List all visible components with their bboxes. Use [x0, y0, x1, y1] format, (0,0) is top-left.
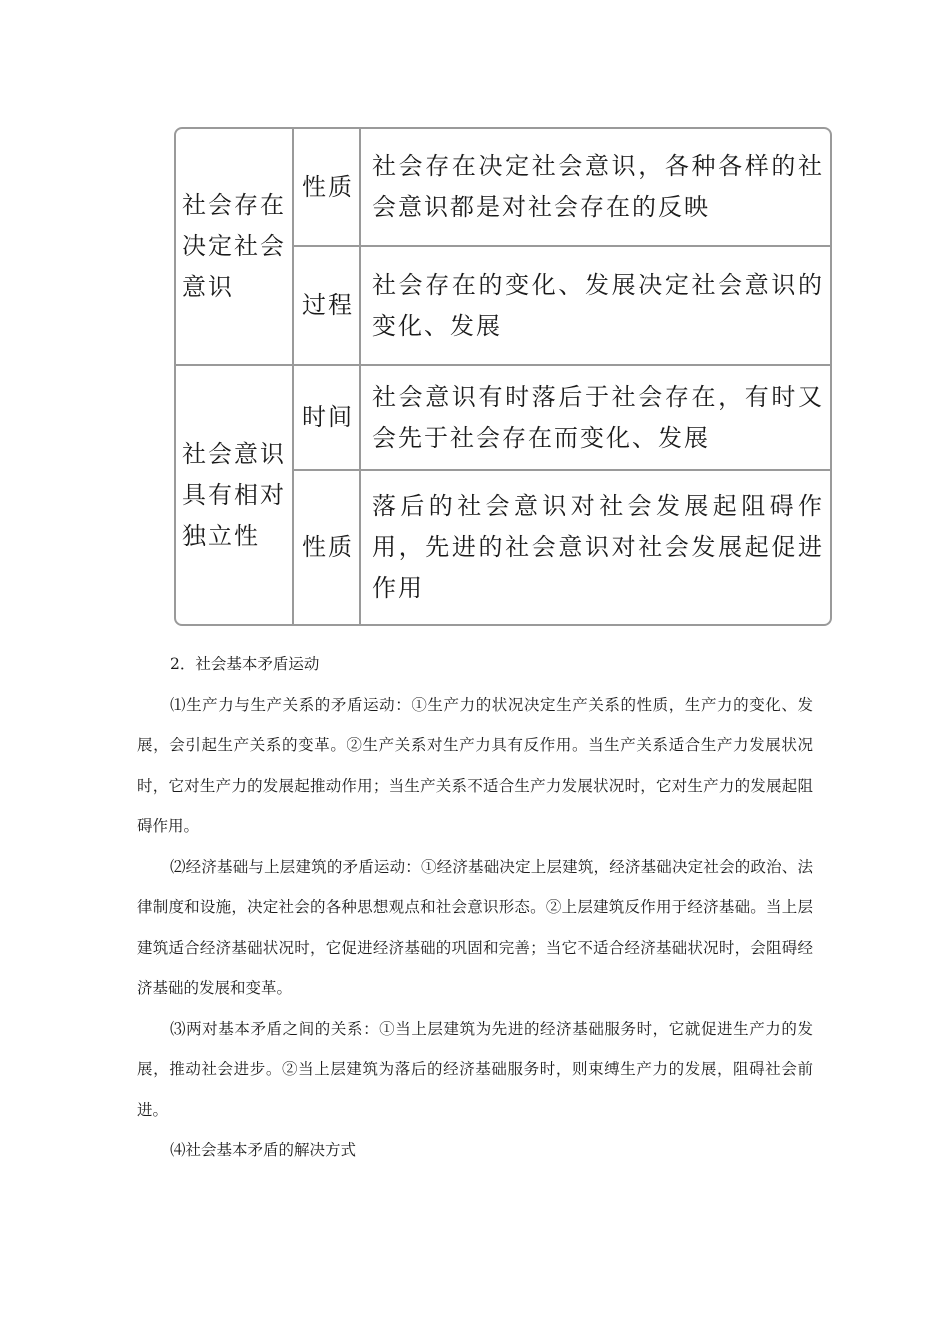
desc-text: 落后的社会意识对社会发展起阻碍作用，先进的社会意识对社会发展起促进作用: [372, 492, 824, 602]
table-desc-cell: [372, 366, 824, 469]
aspect-label: 时间: [302, 403, 354, 431]
table-aspect-cell: [296, 471, 360, 624]
paragraph: ⑴生产力与生产关系的矛盾运动：①生产力的状况决定生产关系的性质，生产力的变化、发展，会引起生产关系的变革。②生产关系对生产力具有反作用。当生产关系适合生产力发展状况时，它对生产力的发展起推动作用；当生产关系不适合生产力发展状况时，它对生产力的发展起阻碍作用。: [137, 695, 813, 835]
table-desc-cell: [372, 247, 824, 364]
table-aspect-cell: [296, 366, 360, 469]
paragraph: ⑶两对基本矛盾之间的关系：①当上层建筑为先进的经济基础服务时，它就促进生产力的发展，推动社会进步。②当上层建筑为落后的经济基础服务时，则束缚生产力的发展，阻碍社会前进。: [137, 1019, 813, 1119]
table-topic-cell: [182, 366, 292, 624]
table-desc-cell: [372, 471, 824, 624]
paragraph: ⑷社会基本矛盾的解决方式: [170, 1141, 357, 1159]
summary-table: [174, 127, 832, 626]
section-heading: 2．社会基本矛盾运动: [170, 655, 320, 673]
table-aspect-cell: [296, 129, 360, 245]
paragraph: ⑵经济基础与上层建筑的矛盾运动：①经济基础决定上层建筑，经济基础决定社会的政治、法律制度和设施，决定社会的各种思想观点和社会意识形态。②上层建筑反作用于经济基础。当上层建筑适合经济基础状况时，它促进经济基础的巩固和完善；当它不适合经济基础状况时，会阻碍经济基础的发展和变革。: [137, 857, 813, 997]
aspect-label: 过程: [302, 291, 354, 319]
topic-label: 社会意识具有相对独立性: [182, 439, 286, 550]
column-divider: [292, 129, 294, 624]
table-topic-cell: [182, 129, 292, 364]
table-aspect-cell: [296, 247, 360, 364]
table-desc-cell: [372, 129, 824, 245]
desc-text: 社会意识有时落后于社会存在，有时又会先于社会存在而变化、发展: [372, 382, 824, 452]
topic-label: 社会存在决定社会意识: [182, 191, 286, 301]
desc-text: 社会存在决定社会意识，各种各样的社会意识都是对社会存在的反映: [372, 152, 824, 221]
document-body: [137, 644, 813, 1171]
aspect-label: 性质: [302, 172, 354, 201]
desc-text: 社会存在的变化、发展决定社会意识的变化、发展: [372, 270, 824, 340]
aspect-label: 性质: [302, 533, 354, 561]
